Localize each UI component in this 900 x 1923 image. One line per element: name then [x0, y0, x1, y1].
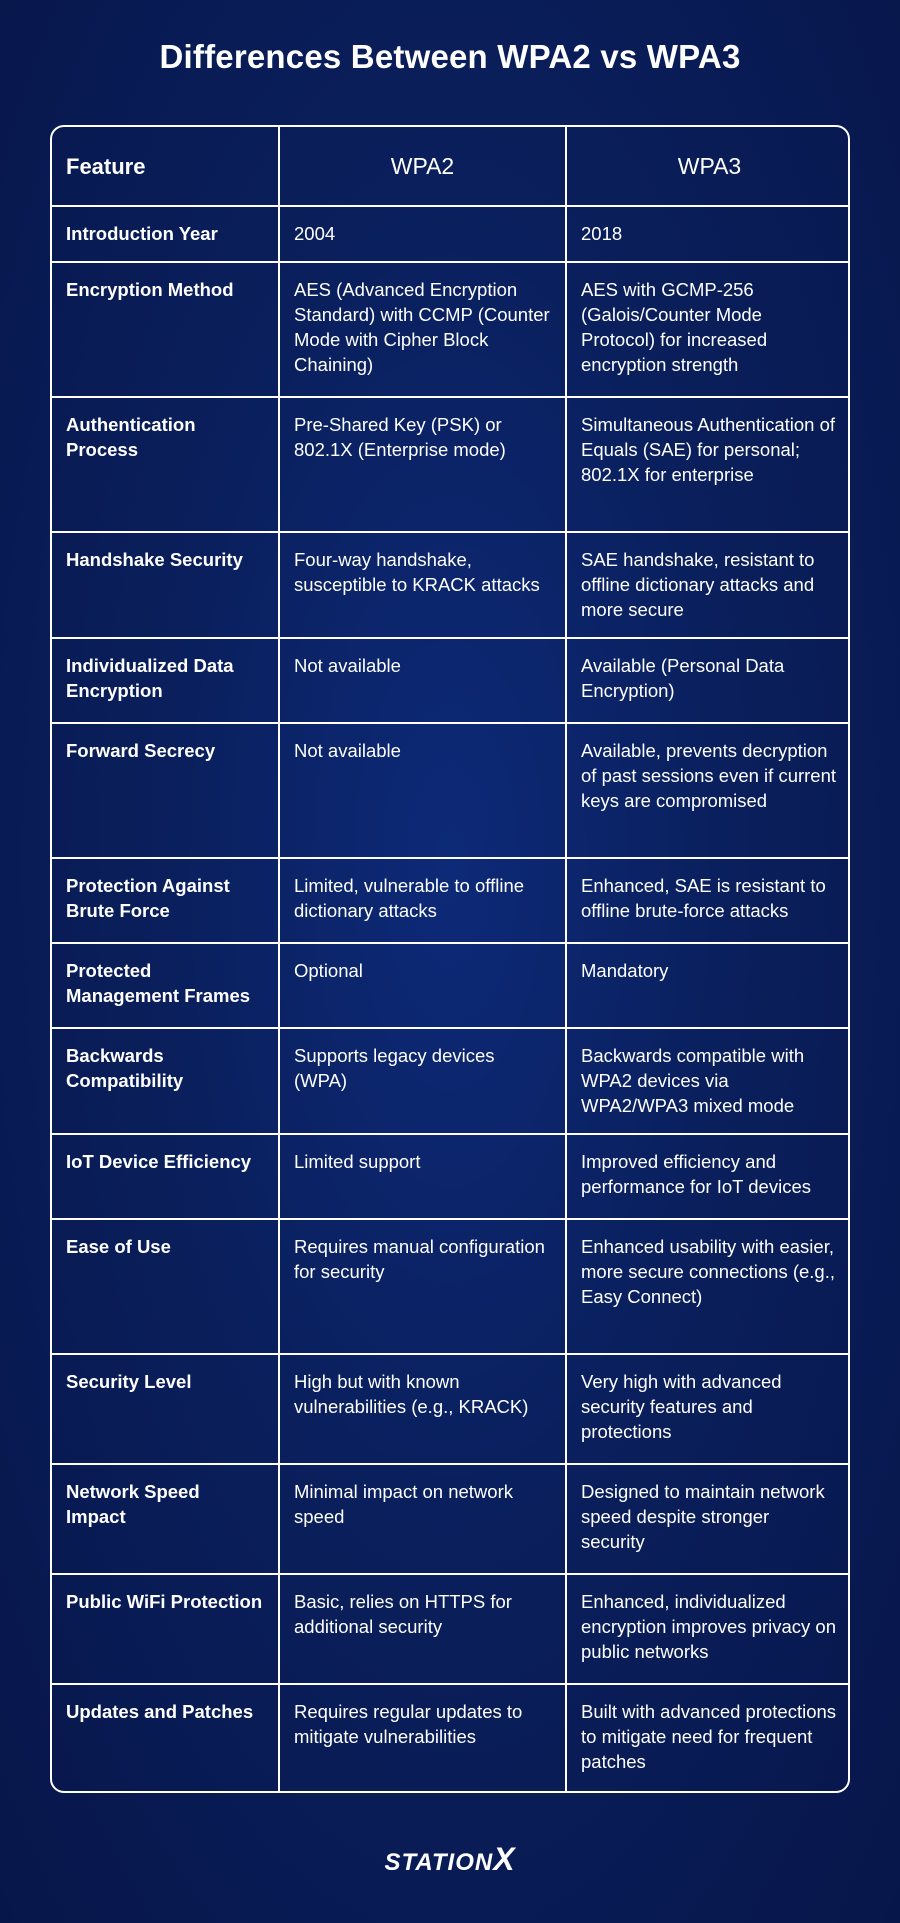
- wpa2-cell: Requires regular updates to mitigate vulnerabilities: [279, 1684, 566, 1791]
- wpa3-cell: Available, prevents decryption of past sessions even if current keys are compromised: [566, 723, 850, 858]
- wpa3-cell: Backwards compatible with WPA2 devices via WPA2/WPA3 mixed mode: [566, 1028, 850, 1134]
- logo-text: STATION: [384, 1849, 494, 1876]
- header-feature: Feature: [52, 127, 279, 206]
- wpa3-cell: Built with advanced protections to mitigate need for frequent patches: [581, 1701, 837, 1772]
- table-row: [52, 1464, 850, 1574]
- table-row: [52, 858, 850, 943]
- wpa2-cell: Minimal impact on network speed: [279, 1464, 566, 1574]
- table-row: [52, 638, 850, 723]
- wpa3-cell: Designed to maintain network speed despite stronger security: [566, 1464, 850, 1574]
- wpa2-cell: Not available: [279, 723, 566, 858]
- table-row: [52, 397, 850, 532]
- table-row: [52, 1574, 850, 1684]
- wpa3-cell: Enhanced, SAE is resistant to offline brute-force attacks: [566, 858, 850, 943]
- wpa3-cell: Mandatory: [566, 943, 850, 1028]
- wpa3-cell: AES with GCMP-256 (Galois/Counter Mode Protocol) for increased encryption strength: [566, 262, 850, 397]
- header-wpa3: WPA3: [566, 127, 850, 206]
- feature-cell: IoT Device Efficiency: [52, 1134, 279, 1219]
- table-row: [52, 206, 850, 262]
- feature-cell: Updates and Patches: [52, 1684, 279, 1791]
- wpa3-cell: Enhanced usability with easier, more secure connections (e.g., Easy Connect): [566, 1219, 850, 1354]
- feature-cell: Backwards Compatibility: [52, 1028, 279, 1134]
- feature-cell: Handshake Security: [52, 532, 279, 638]
- wpa2-cell: Not available: [279, 638, 566, 723]
- wpa2-cell: Basic, relies on HTTPS for additional security: [279, 1574, 566, 1684]
- table-row: [52, 1134, 850, 1219]
- table-row: [52, 943, 850, 1028]
- feature-cell: Authentication Process: [52, 397, 279, 532]
- feature-cell: Protection Against Brute Force: [52, 858, 279, 943]
- wpa3-cell: Simultaneous Authentication of Equals (SAE) for personal; 802.1X for enterprise: [566, 397, 850, 532]
- table-row: [52, 1354, 850, 1464]
- wpa2-cell: Limited, vulnerable to offline dictionary attacks: [279, 858, 566, 943]
- wpa2-cell: Optional: [279, 943, 566, 1028]
- comparison-table: [50, 125, 850, 1793]
- feature-cell: Protected Management Frames: [52, 943, 279, 1028]
- wpa2-cell: Supports legacy devices (WPA): [279, 1028, 566, 1134]
- wpa3-cell: Available (Personal Data Encryption): [566, 638, 850, 723]
- header-wpa2: WPA2: [279, 127, 566, 206]
- wpa2-cell: Pre-Shared Key (PSK) or 802.1X (Enterprise mode): [279, 397, 566, 532]
- logo-x-mark: X: [493, 1841, 516, 1877]
- table-row: [52, 723, 850, 858]
- table-header-row: [52, 127, 850, 206]
- table-row: [52, 1219, 850, 1354]
- table-row: [52, 1684, 850, 1791]
- wpa2-cell: Four-way handshake, susceptible to KRACK attacks: [279, 532, 566, 638]
- feature-cell: Introduction Year: [52, 206, 279, 262]
- wpa2-cell: 2004: [279, 206, 566, 262]
- stationx-logo: [0, 1841, 900, 1878]
- wpa3-cell: SAE handshake, resistant to offline dictionary attacks and more secure: [566, 532, 850, 638]
- feature-cell: Encryption Method: [52, 262, 279, 397]
- page-title: Differences Between WPA2 vs WPA3: [159, 38, 741, 75]
- feature-cell: Public WiFi Protection: [52, 1574, 279, 1684]
- wpa2-cell: Requires manual configuration for security: [279, 1219, 566, 1354]
- wpa2-cell: High but with known vulnerabilities (e.g., KRACK): [279, 1354, 566, 1464]
- feature-cell: Security Level: [52, 1354, 279, 1464]
- wpa3-cell: Enhanced, individualized encryption improves privacy on public networks: [566, 1574, 850, 1684]
- feature-cell: Forward Secrecy: [52, 723, 279, 858]
- feature-cell: Ease of Use: [52, 1219, 279, 1354]
- wpa3-cell: 2018: [566, 206, 850, 262]
- table-row: [52, 262, 850, 397]
- feature-cell: Individualized Data Encryption: [52, 638, 279, 723]
- wpa3-cell: Improved efficiency and performance for IoT devices: [566, 1134, 850, 1219]
- wpa2-cell: AES (Advanced Encryption Standard) with CCMP (Counter Mode with Cipher Block Chaining): [279, 262, 566, 397]
- table-row: [52, 1028, 850, 1134]
- feature-cell: Network Speed Impact: [52, 1464, 279, 1574]
- wpa3-cell: Very high with advanced security features and protections: [566, 1354, 850, 1464]
- table-row: [52, 532, 850, 638]
- wpa2-cell: Limited support: [279, 1134, 566, 1219]
